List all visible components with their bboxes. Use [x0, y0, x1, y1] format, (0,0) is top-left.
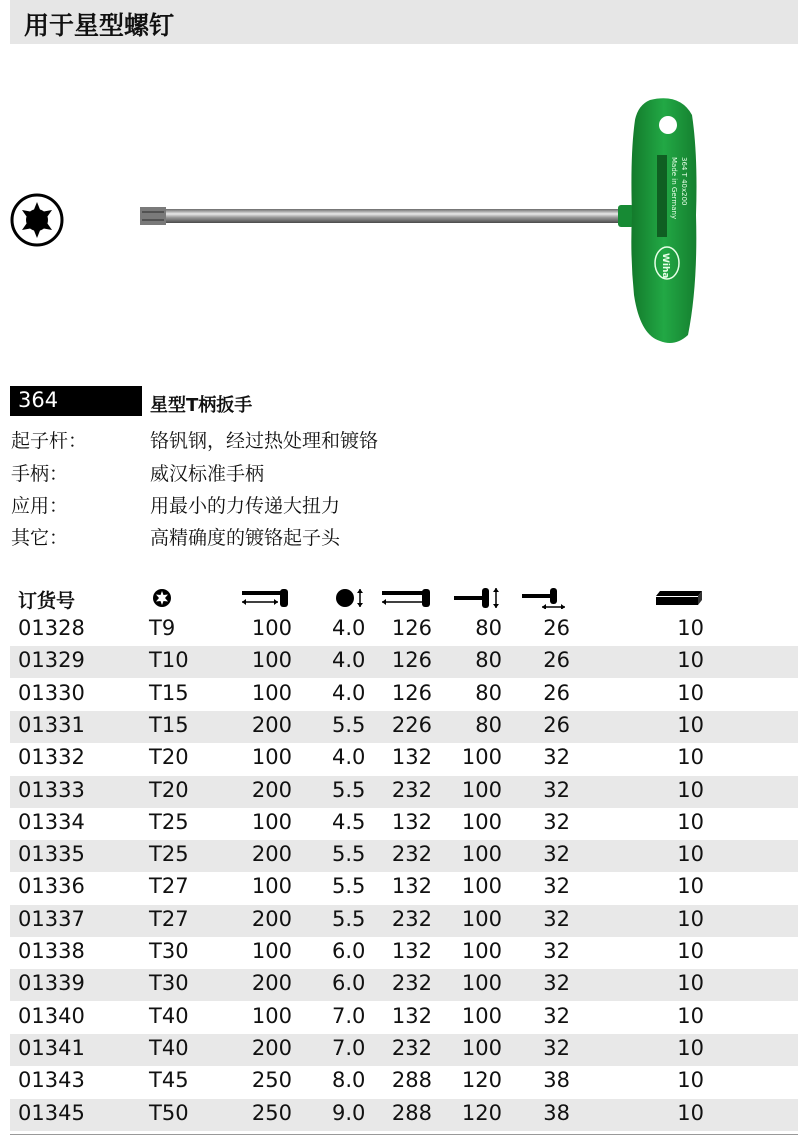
torx-size-cell: T20 — [149, 745, 189, 770]
order-number-cell: 01336 — [18, 874, 85, 899]
torx-size-cell: T27 — [149, 874, 189, 899]
pack-quantity-cell: 10 — [677, 712, 704, 737]
spec-label-other: 其它： — [11, 527, 69, 549]
diameter-cell: 6.0 — [332, 939, 366, 963]
table-header — [10, 582, 798, 614]
diameter-cell: 4.0 — [332, 745, 366, 770]
total-length-cell: 132 — [391, 874, 432, 899]
table-row — [10, 808, 798, 840]
table-row — [10, 1034, 798, 1066]
handle-width-icon — [520, 587, 570, 609]
diameter-cell: 5.5 — [332, 906, 366, 931]
total-length-icon — [380, 588, 432, 608]
order-number-cell: 01330 — [18, 680, 85, 705]
pack-quantity-cell: 10 — [677, 906, 704, 931]
handle-width-cell: 38 — [543, 1068, 570, 1093]
handle-marking-text: 364 T 40x200 — [680, 157, 688, 206]
handle-width-cell: 32 — [543, 745, 570, 770]
diameter-cell: 4.0 — [332, 680, 366, 705]
bottom-rule — [10, 1134, 798, 1135]
diameter-cell: 8.0 — [332, 1068, 366, 1093]
blade-length-cell: 100 — [251, 680, 292, 705]
handle-width-cell: 26 — [543, 680, 570, 705]
order-number-cell: 01334 — [18, 809, 85, 834]
pack-quantity-icon — [654, 589, 704, 607]
handle-width-cell: 26 — [543, 616, 570, 640]
diameter-icon — [334, 588, 364, 608]
blade-length-cell: 100 — [251, 745, 292, 770]
diameter-cell: 4.0 — [332, 616, 366, 640]
pack-quantity-cell: 10 — [677, 648, 704, 673]
blade-length-cell: 100 — [251, 648, 292, 673]
handle-width-cell: 32 — [543, 809, 570, 834]
diameter-cell: 4.0 — [332, 648, 366, 673]
total-length-cell: 288 — [391, 1100, 432, 1125]
pack-quantity-cell: 10 — [677, 971, 704, 996]
diameter-cell: 7.0 — [332, 1003, 366, 1028]
blade-length-cell: 200 — [251, 712, 292, 737]
torx-size-cell: T30 — [149, 939, 189, 963]
diameter-cell: 5.5 — [332, 712, 366, 737]
handle-height-cell: 120 — [461, 1100, 502, 1125]
handle-height-cell: 100 — [461, 745, 502, 770]
spec-label-handle: 手柄： — [11, 463, 69, 485]
total-length-cell: 126 — [391, 648, 432, 673]
pack-quantity-cell: 10 — [677, 1035, 704, 1060]
diameter-cell: 9.0 — [332, 1100, 366, 1125]
blade-length-cell: 250 — [251, 1068, 292, 1093]
torx-size-cell: T50 — [149, 1100, 189, 1125]
total-length-cell: 132 — [391, 1003, 432, 1028]
table-row — [10, 646, 798, 678]
blade-length-cell: 200 — [251, 1035, 292, 1060]
diameter-cell: 4.5 — [332, 809, 366, 834]
order-number-cell: 01329 — [18, 648, 85, 673]
torx-tip — [140, 207, 166, 225]
handle-height-cell: 100 — [461, 842, 502, 867]
blade-length-icon — [240, 588, 290, 608]
diameter-cell: 7.0 — [332, 1035, 366, 1060]
torx-size-cell: T30 — [149, 971, 189, 996]
order-number-cell: 01333 — [18, 777, 85, 802]
table-row — [10, 1002, 798, 1034]
total-length-cell: 132 — [391, 745, 432, 770]
torx-size-cell: T45 — [149, 1068, 189, 1093]
handle-height-cell: 100 — [461, 971, 502, 996]
diameter-cell: 5.5 — [332, 874, 366, 899]
total-length-cell: 132 — [391, 939, 432, 963]
total-length-cell: 232 — [391, 906, 432, 931]
torx-size-cell: T15 — [149, 712, 189, 737]
torx-size-cell: T10 — [149, 648, 189, 673]
handle-width-cell: 32 — [543, 971, 570, 996]
order-number-cell: 01335 — [18, 842, 85, 867]
handle-height-cell: 100 — [461, 939, 502, 963]
blade-length-cell: 250 — [251, 1100, 292, 1125]
torx-size-cell: T27 — [149, 906, 189, 931]
blade-length-cell: 200 — [251, 842, 292, 867]
blade-length-cell: 100 — [251, 809, 292, 834]
order-number-cell: 01337 — [18, 906, 85, 931]
pack-quantity-cell: 10 — [677, 1003, 704, 1028]
spec-label-application: 应用： — [11, 495, 69, 517]
handle-width-cell: 26 — [543, 712, 570, 737]
order-number-cell: 01328 — [18, 616, 85, 640]
total-length-cell: 126 — [391, 616, 432, 640]
pack-quantity-cell: 10 — [677, 1068, 704, 1093]
blade-length-cell: 100 — [251, 1003, 292, 1028]
order-number-cell: 01340 — [18, 1003, 85, 1028]
t-handle-wrench-image — [140, 95, 715, 350]
total-length-cell: 288 — [391, 1068, 432, 1093]
total-length-cell: 232 — [391, 777, 432, 802]
product-name: 星型T柄扳手 — [150, 395, 253, 416]
table-row — [10, 614, 798, 646]
table-row — [10, 1066, 798, 1098]
table-row — [10, 1099, 798, 1131]
blade-length-cell: 100 — [251, 939, 292, 963]
blade-length-cell: 200 — [251, 906, 292, 931]
handle-height-cell: 80 — [475, 680, 502, 705]
table-row — [10, 969, 798, 1001]
table-row — [10, 937, 798, 969]
torx-size-cell: T40 — [149, 1035, 189, 1060]
blade-length-cell: 100 — [251, 616, 292, 640]
torx-size-cell: T25 — [149, 809, 189, 834]
diameter-cell: 5.5 — [332, 777, 366, 802]
torx-size-cell: T25 — [149, 842, 189, 867]
handle-width-cell: 32 — [543, 939, 570, 963]
handle-height-icon — [452, 587, 502, 609]
total-length-cell: 232 — [391, 842, 432, 867]
handle-width-cell: 32 — [543, 842, 570, 867]
order-number-cell: 01338 — [18, 939, 85, 963]
order-number-cell: 01341 — [18, 1035, 85, 1060]
order-number-cell: 01343 — [18, 1068, 85, 1093]
table-row — [10, 679, 798, 711]
pack-quantity-cell: 10 — [677, 777, 704, 802]
handle-height-cell: 100 — [461, 777, 502, 802]
spec-value-application: 用最小的力传递大扭力 — [150, 495, 341, 517]
handle-height-cell: 120 — [461, 1068, 502, 1093]
handle-height-cell: 100 — [461, 906, 502, 931]
handle-height-cell: 100 — [461, 809, 502, 834]
pack-quantity-cell: 10 — [677, 874, 704, 899]
pack-quantity-cell: 10 — [677, 616, 704, 640]
brand-logo-text: Wiha — [660, 253, 670, 279]
pack-quantity-cell: 10 — [677, 745, 704, 770]
torx-size-cell: T40 — [149, 1003, 189, 1028]
blade-length-cell: 200 — [251, 971, 292, 996]
order-number-cell: 01331 — [18, 712, 85, 737]
diameter-cell: 6.0 — [332, 971, 366, 996]
table-row — [10, 905, 798, 937]
spec-value-shaft: 铬钒钢，经过热处理和镀铬 — [150, 430, 379, 452]
title-bar — [10, 0, 798, 44]
pack-quantity-cell: 10 — [677, 1100, 704, 1125]
blade-length-cell: 100 — [251, 874, 292, 899]
diameter-cell: 5.5 — [332, 842, 366, 867]
pack-quantity-cell: 10 — [677, 842, 704, 867]
blade-length-cell: 200 — [251, 777, 292, 802]
total-length-cell: 232 — [391, 971, 432, 996]
pack-quantity-cell: 10 — [677, 680, 704, 705]
table-row — [10, 711, 798, 743]
page-title: 用于星型螺钉 — [24, 11, 175, 40]
order-number-header: 订货号 — [18, 590, 76, 612]
torx-symbol-icon — [10, 193, 64, 247]
handle-width-cell: 32 — [543, 1003, 570, 1028]
table-row — [10, 743, 798, 775]
torx-icon — [152, 588, 172, 608]
handle-width-cell: 32 — [543, 777, 570, 802]
spec-label-shaft: 起子杆： — [11, 430, 88, 452]
handle-width-cell: 32 — [543, 906, 570, 931]
total-length-cell: 126 — [391, 680, 432, 705]
pack-quantity-cell: 10 — [677, 939, 704, 963]
handle-width-cell: 32 — [543, 874, 570, 899]
order-number-cell: 01345 — [18, 1100, 85, 1125]
shaft — [148, 209, 630, 223]
order-number-cell: 01332 — [18, 745, 85, 770]
handle-height-cell: 100 — [461, 1035, 502, 1060]
torx-size-cell: T15 — [149, 680, 189, 705]
handle-height-cell: 100 — [461, 874, 502, 899]
order-number-cell: 01339 — [18, 971, 85, 996]
spec-value-other: 高精确度的镀铬起子头 — [150, 527, 341, 549]
total-length-cell: 132 — [391, 809, 432, 834]
table-row — [10, 776, 798, 808]
model-number: 364 — [18, 388, 59, 412]
handle-height-cell: 100 — [461, 1003, 502, 1028]
handle-width-cell: 38 — [543, 1100, 570, 1125]
handle-height-cell: 80 — [475, 648, 502, 673]
spec-value-handle: 威汉标准手柄 — [150, 463, 265, 485]
handle-height-cell: 80 — [475, 712, 502, 737]
handle-width-cell: 26 — [543, 648, 570, 673]
torx-size-cell: T20 — [149, 777, 189, 802]
handle-height-cell: 80 — [475, 616, 502, 640]
pack-quantity-cell: 10 — [677, 809, 704, 834]
torx-size-cell: T9 — [149, 616, 176, 640]
table-row — [10, 840, 798, 872]
total-length-cell: 232 — [391, 1035, 432, 1060]
total-length-cell: 226 — [391, 712, 432, 737]
handle-origin-text: Made in Germany — [670, 157, 678, 220]
table-row — [10, 872, 798, 904]
handle-width-cell: 32 — [543, 1035, 570, 1060]
